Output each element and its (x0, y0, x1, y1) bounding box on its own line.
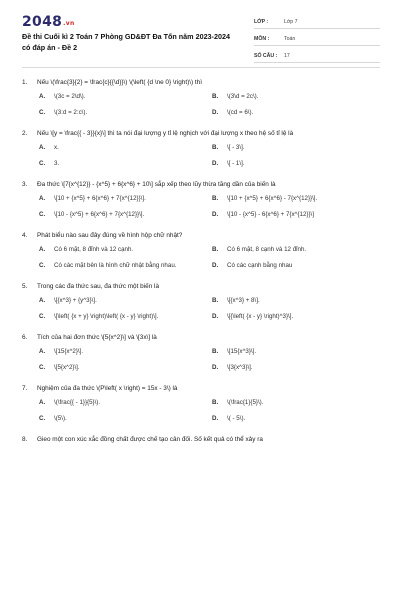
option-letter: C. (39, 261, 46, 269)
option-letter: A. (39, 144, 46, 151)
answer-option[interactable] (39, 160, 212, 169)
question-item (22, 282, 382, 321)
question-stem (22, 333, 382, 342)
option-letter: C. (39, 363, 46, 371)
answer-option[interactable] (212, 211, 385, 220)
answer-option[interactable] (212, 93, 385, 102)
option-letter: B. (212, 348, 219, 355)
answer-options (22, 399, 382, 423)
question-item (22, 180, 382, 219)
answer-option[interactable] (39, 262, 212, 271)
option-text: Có 6 mặt, 8 đỉnh và 12 cạnh. (54, 246, 134, 253)
question-item (22, 333, 382, 372)
header-divider (22, 67, 380, 68)
page-header (0, 0, 400, 62)
question-text: Đa thức \[7{x^{12}} - {x^5} + 6{x^6} + 10\] sắp xếp theo lũy thừa tăng dần của biến là (37, 181, 276, 188)
option-letter: B. (212, 144, 219, 151)
question-stem (22, 180, 382, 189)
question-text: Trong các đa thức sau, đa thức một biến là (37, 283, 159, 290)
question-stem (22, 129, 382, 138)
option-text: Có 6 mặt, 8 cạnh và 12 đỉnh. (227, 246, 307, 253)
option-letter: C. (39, 210, 46, 218)
question-text: Gieo một con xúc xắc đồng chất được chế tạo cân đối. Số kết quả có thể xảy ra (37, 436, 263, 443)
answer-option[interactable] (39, 93, 212, 102)
question-list (22, 78, 382, 456)
option-text: Có các mặt bên là hình chữ nhật bằng nhau. (54, 261, 177, 269)
option-letter: A. (39, 246, 46, 253)
option-text: \[{x^3} + 8\]. (227, 297, 260, 304)
option-text: Có các cạnh bằng nhau (227, 261, 293, 269)
option-letter: C. (39, 414, 46, 422)
exam-meta (254, 15, 380, 66)
option-text: \[5{x^2}\]. (54, 363, 80, 371)
option-letter: A. (39, 348, 46, 355)
option-letter: C. (39, 159, 46, 167)
option-text: \[ - 3\]. (227, 144, 245, 151)
option-letter: D. (212, 312, 219, 320)
answer-option[interactable] (39, 348, 212, 357)
question-item (22, 384, 382, 423)
option-text: \(3\d = 2c\). (227, 93, 259, 100)
option-text: \(cd = 6\). (227, 108, 254, 116)
question-number: 6. (22, 334, 28, 341)
question-stem (22, 282, 382, 291)
answer-option[interactable] (212, 348, 385, 357)
option-letter: A. (39, 195, 46, 202)
option-letter: D. (212, 363, 219, 371)
question-text: Phát biểu nào sau đây đúng về hình hộp chữ nhật? (37, 232, 183, 239)
meta-row (254, 15, 380, 29)
answer-option[interactable] (39, 109, 212, 118)
question-number: 3. (22, 181, 28, 188)
answer-option[interactable] (39, 364, 212, 373)
option-text: \[3{x^3}\]. (227, 363, 253, 371)
meta-row (254, 49, 380, 63)
answer-option[interactable] (212, 313, 385, 322)
meta-value: Toán (284, 35, 296, 42)
question-text: Tích của hai đơn thức \[5{x^2}\] và \[3x\] là (37, 334, 157, 341)
answer-option[interactable] (212, 415, 385, 424)
question-number: 2. (22, 130, 28, 137)
question-item (22, 231, 382, 270)
option-letter: A. (39, 297, 46, 304)
option-letter: D. (212, 414, 219, 422)
answer-option[interactable] (39, 195, 212, 204)
question-stem (22, 435, 382, 444)
meta-value: Lớp 7 (284, 18, 298, 25)
option-letter: C. (39, 108, 46, 116)
option-letter: D. (212, 210, 219, 218)
option-text: \(\frac{1}{5}\). (227, 399, 264, 406)
option-letter: D. (212, 159, 219, 167)
answer-option[interactable] (212, 399, 385, 408)
question-stem (22, 231, 382, 240)
answer-option[interactable] (39, 246, 212, 255)
option-text: \(5\). (54, 414, 67, 422)
answer-options (22, 348, 382, 372)
question-item (22, 129, 382, 168)
answer-option[interactable] (212, 297, 385, 306)
site-logo[interactable]: 2048.vn (22, 14, 75, 30)
answer-option[interactable] (212, 364, 385, 373)
option-text: \[\left( {x + y} \right)\left( {x - y} \right)\]. (54, 312, 159, 320)
option-letter: B. (212, 246, 219, 253)
option-text: \[{\left( {x - y} \right)^3}\]. (227, 312, 294, 320)
answer-options (22, 246, 382, 270)
option-letter: A. (39, 93, 46, 100)
option-text: \(\frac{{ - 1}}{5}\). (54, 399, 101, 406)
option-letter: B. (212, 93, 219, 100)
question-text: Nghiệm của đa thức \(P\left( x \right) = 15x - 3\) là (37, 385, 178, 392)
option-text: \[10 - {x^5} - 6{x^6} + 7{x^{12}}\] (227, 210, 314, 218)
question-stem (22, 384, 382, 393)
question-item (22, 435, 382, 444)
question-number: 5. (22, 283, 28, 290)
option-text: \(3c = 2\d\). (54, 93, 86, 100)
option-text: \[10 + {x^5} + 6{x^6} - 7{x^{12}}\]. (227, 195, 318, 202)
answer-options (22, 195, 382, 219)
answer-options (22, 93, 382, 117)
question-number: 8. (22, 436, 28, 443)
exam-title: Đề thi Cuối kì 2 Toán 7 Phòng GD&ĐT Đa Tốn năm 2023-2024 có đáp án - Đề 2 (22, 32, 230, 52)
option-letter: D. (212, 108, 219, 116)
answer-option[interactable] (39, 313, 212, 322)
option-letter: C. (39, 312, 46, 320)
option-text: \[15{x^2}\]. (54, 348, 84, 355)
option-text: \( - 5\). (227, 414, 246, 422)
option-letter: B. (212, 399, 219, 406)
answer-option[interactable] (212, 262, 385, 271)
question-stem (22, 78, 382, 87)
question-number: 7. (22, 385, 28, 392)
option-letter: A. (39, 399, 46, 406)
meta-key: LỚP : (254, 18, 269, 25)
answer-option[interactable] (39, 211, 212, 220)
option-letter: B. (212, 195, 219, 202)
question-text: Nếu \[y = \frac{{ - 3}}{x}\] thì ta nói đại lượng y tỉ lệ nghịch với đại lượng x theo hệ số tỉ lệ là (37, 130, 294, 137)
answer-option[interactable] (212, 160, 385, 169)
answer-option[interactable] (39, 399, 212, 408)
question-text: Nếu \(\frac{3}{2} = \frac{c}{{\d}}\) \(\left( {d \ne 0} \right)\) thì (37, 79, 203, 86)
answer-option[interactable] (212, 109, 385, 118)
answer-option[interactable] (212, 246, 385, 255)
answer-option[interactable] (39, 144, 212, 153)
option-letter: D. (212, 261, 219, 269)
answer-options (22, 144, 382, 168)
answer-options (22, 297, 382, 321)
question-number: 4. (22, 232, 28, 239)
option-text: \[10 - {x^5} + 6{x^6} + 7{x^{12}}\]. (54, 210, 145, 218)
question-number: 1. (22, 79, 28, 86)
question-item (22, 78, 382, 117)
answer-option[interactable] (212, 195, 385, 204)
meta-row (254, 32, 380, 46)
option-text: \[ - 1\]. (227, 159, 245, 167)
answer-option[interactable] (212, 144, 385, 153)
option-text: \(3:d = 2:c\). (54, 108, 88, 116)
answer-option[interactable] (39, 415, 212, 424)
meta-value: 17 (284, 52, 290, 59)
option-text: \[15{x^3}\]. (227, 348, 257, 355)
option-text: x. (54, 144, 59, 151)
option-text: 3. (54, 159, 60, 167)
meta-key: SỐ CÂU : (254, 52, 278, 59)
option-text: \[10 + {x^5} + 6{x^6} + 7{x^{12}}\]. (54, 195, 146, 202)
meta-key: MÔN : (254, 35, 270, 42)
option-letter: B. (212, 297, 219, 304)
option-text: \[{x^3} + {y^3}\]. (54, 297, 97, 304)
answer-option[interactable] (39, 297, 212, 306)
